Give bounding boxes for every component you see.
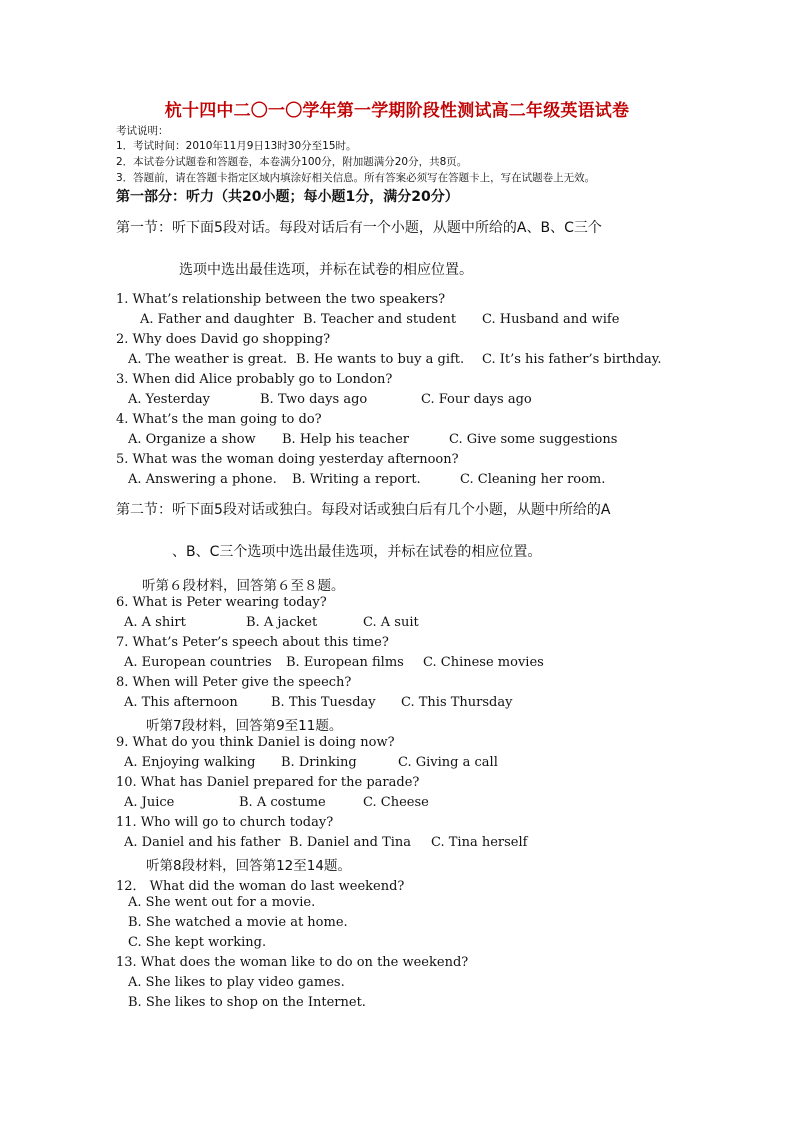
option-a: A. Juice [124, 795, 175, 810]
option-c: C. This Thursday [401, 695, 513, 710]
section-one-line: 第一节：听下面5段对话。每段对话后有一个小题，从题中所给的A、B、C三个 [116, 220, 602, 236]
option-a: A. She went out for a movie. [128, 895, 316, 910]
option-b: B. She watched a movie at home. [128, 915, 348, 930]
sub-instruction: 听第６段材料，回答第６至８题。 [142, 578, 345, 594]
option-c: C. Give some suggestions [449, 432, 618, 447]
option-b: B. Drinking [281, 755, 357, 770]
option-a: A. Organize a show [128, 432, 256, 447]
option-c: C. Giving a call [398, 755, 498, 770]
option-c: C. She kept working. [128, 935, 267, 950]
option-b: B. This Tuesday [271, 695, 376, 710]
option-a: A. Enjoying walking [124, 755, 256, 770]
option-c: C. A suit [363, 615, 419, 630]
question-12: 12． What did the woman do last weekend? [116, 879, 405, 894]
question-2: 2. Why does David go shopping? [116, 332, 331, 347]
part-one-heading: 第一部分：听力（共20小题；每小题1分，满分20分） [116, 189, 459, 205]
option-b: B. Daniel and Tina [289, 835, 412, 850]
question-11: 11. Who will go to church today? [116, 815, 334, 830]
option-a: A. The weather is great. [128, 352, 288, 367]
option-b: B. Help his teacher [282, 432, 410, 447]
option-b: B. Writing a report. [292, 472, 421, 487]
instruction-item: 2．本试卷分试题卷和答题卷，本卷满分100分，附加题满分20分，共8页。 [116, 156, 468, 168]
sub-instruction: 听第8段材料，回答第12至14题。 [146, 858, 351, 874]
option-a: A. Answering a phone. [128, 472, 277, 487]
instruction-item: 3．答题前，请在答题卡指定区域内填涂好相关信息。所有答案必须写在答题卡上，写在试题卷上无效。 [116, 172, 596, 184]
question-1: 1. What’s relationship between the two speakers? [116, 292, 446, 307]
question-8: 8. When will Peter give the speech? [116, 675, 352, 690]
sub-instruction: 听第7段材料，回答第9至11题。 [146, 718, 343, 734]
option-b: B. She likes to shop on the Internet. [128, 995, 366, 1010]
option-c: C. Cleaning her room. [460, 472, 606, 487]
instructions-heading: 考试说明： [116, 125, 169, 137]
question-6: 6. What is Peter wearing today? [116, 595, 327, 610]
option-a: A. Father and daughter [140, 312, 295, 327]
question-7: 7. What’s Peter’s speech about this time? [116, 635, 389, 650]
question-10: 10. What has Daniel prepared for the parade? [116, 775, 420, 790]
option-b: B. A costume [239, 795, 326, 810]
question-9: 9. What do you think Daniel is doing now? [116, 735, 395, 750]
section-one-line: 选项中选出最佳选项，并标在试卷的相应位置。 [179, 262, 473, 278]
section-two-line: 第二节：听下面5段对话或独白。每段对话或独白后有几个小题，从题中所给的A [116, 502, 611, 518]
option-a: A. She likes to play video games. [128, 975, 345, 990]
question-13: 13. What does the woman like to do on the weekend? [116, 955, 469, 970]
option-c: C. Husband and wife [482, 312, 620, 327]
question-4: 4. What’s the man going to do? [116, 412, 322, 427]
option-b: B. Two days ago [260, 392, 368, 407]
option-b: B. He wants to buy a gift. [296, 352, 465, 367]
option-c: C. Chinese movies [423, 655, 544, 670]
question-3: 3. When did Alice probably go to London? [116, 372, 393, 387]
instruction-item: 1．考试时间：2010年11月9日13时30分至15时。 [116, 140, 357, 152]
option-a: A. A shirt [124, 615, 186, 630]
option-a: A. European countries [124, 655, 272, 670]
option-a: A. Yesterday [128, 392, 211, 407]
option-a: A. This afternoon [124, 695, 238, 710]
option-a: A. Daniel and his father [124, 835, 281, 850]
option-c: C. Tina herself [431, 835, 528, 850]
option-b: B. A jacket [246, 615, 318, 630]
question-5: 5. What was the woman doing yesterday afternoon? [116, 452, 459, 467]
option-b: B. European films [286, 655, 404, 670]
option-c: C. Four days ago [421, 392, 532, 407]
option-c: C. It’s his father’s birthday. [482, 352, 662, 367]
option-b: B. Teacher and student [303, 312, 457, 327]
option-c: C. Cheese [363, 795, 429, 810]
exam-title: 杭十四中二〇一〇学年第一学期阶段性测试高二年级英语试卷 [164, 101, 630, 121]
section-two-line: 、B、C三个选项中选出最佳选项，并标在试卷的相应位置。 [172, 544, 542, 560]
